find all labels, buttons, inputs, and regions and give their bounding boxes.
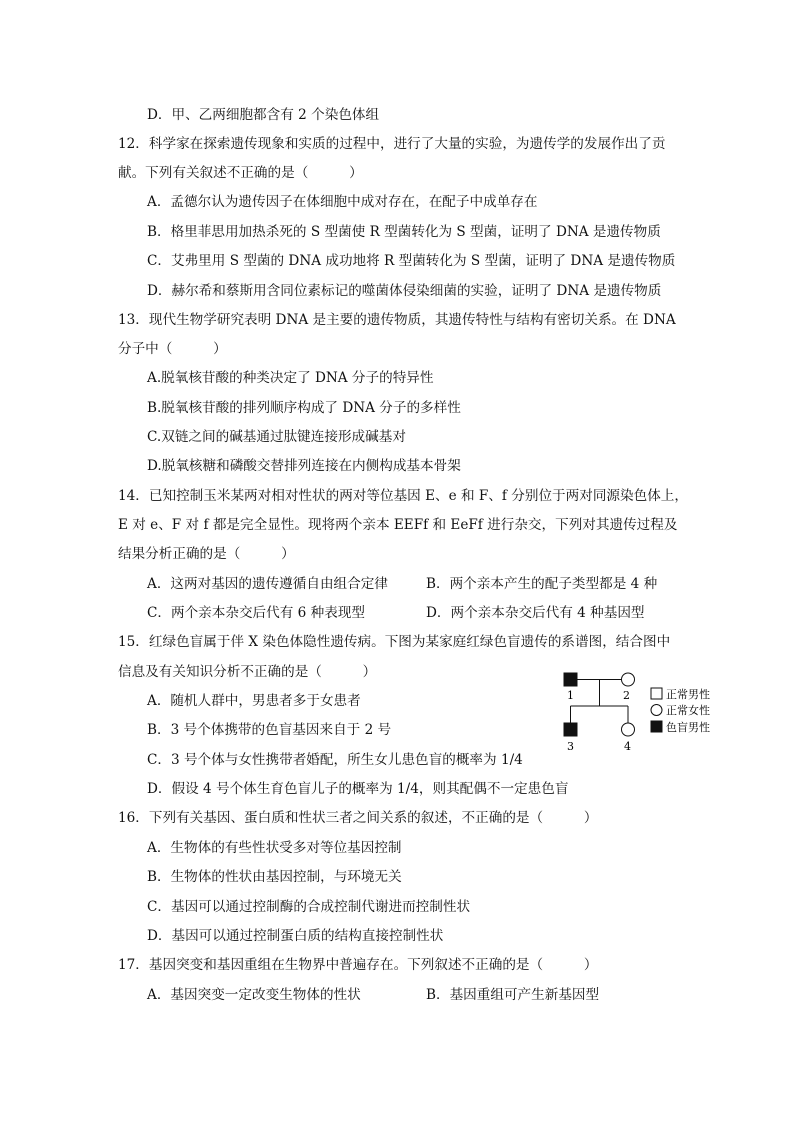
q16-option-a: A．生物体的有些性状受多对等位基因控制 bbox=[147, 840, 402, 856]
q17-stem: 17．基因突变和基因重组在生物界中普遍存在。下列叙述不正确的是（ ） bbox=[118, 957, 598, 973]
pedigree-individual-2 bbox=[622, 673, 635, 686]
q15-option-a: A．随机人群中，男患者多于女患者 bbox=[147, 693, 361, 709]
pedigree-label-4: 4 bbox=[624, 740, 631, 753]
q14-stem-line2: E 对 e、F 对 f 都是完全显性。现将两个亲本 EEFf 和 EeFf 进行杂交，下列对其遗传过程及 bbox=[118, 517, 678, 533]
q13-option-b: B.脱氧核苷酸的排列顺序构成了 DNA 分子的多样性 bbox=[147, 400, 461, 416]
legend-normal-female-label: 正常女性 bbox=[666, 704, 710, 717]
q13-option-a: A.脱氧核苷酸的种类决定了 DNA 分子的特异性 bbox=[147, 370, 434, 386]
pedigree-individual-4 bbox=[622, 723, 635, 736]
q12-stem-line2: 献。下列有关叙述不正确的是（ ） bbox=[118, 165, 363, 181]
q12-option-a: A．孟德尔认为遗传因子在体细胞中成对存在，在配子中成单存在 bbox=[147, 194, 538, 210]
q12-stem-line1: 12．科学家在探索遗传现象和实质的过程中，进行了大量的实验，为遗传学的发展作出了贡 bbox=[118, 136, 666, 152]
q14-stem-line1: 14．已知控制玉米某两对相对性状的两对等位基因 E、e 和 F、f 分别位于两对同源染色体上， bbox=[118, 488, 688, 504]
q16-stem: 16．下列有关基因、蛋白质和性状三者之间关系的叙述，不正确的是（ ） bbox=[118, 810, 598, 826]
q17-option-b: B．基因重组可产生新基因型 bbox=[426, 987, 600, 1003]
q14-option-a: A．这两对基因的遗传遵循自由组合定律 bbox=[147, 576, 388, 592]
pedigree-individual-3 bbox=[564, 723, 577, 736]
legend-normal-female-icon bbox=[651, 705, 662, 716]
q13-option-d: D.脱氧核糖和磷酸交替排列连接在内侧构成基本骨架 bbox=[147, 458, 461, 474]
q16-option-c: C．基因可以通过控制酶的合成控制代谢进而控制性状 bbox=[147, 899, 471, 915]
pedigree-label-2: 2 bbox=[623, 689, 630, 702]
q15-option-b: B．3 号个体携带的色盲基因来自于 2 号 bbox=[147, 722, 392, 738]
q16-option-d: D．基因可以通过控制蛋白质的结构直接控制性状 bbox=[147, 928, 444, 944]
q14-stem-line3: 结果分析正确的是（ ） bbox=[118, 546, 295, 562]
q14-option-b: B．两个亲本产生的配子类型都是 4 种 bbox=[426, 576, 658, 592]
q15-stem-line2: 信息及有关知识分析不正确的是（ ） bbox=[118, 664, 377, 680]
q11-option-d: D．甲、乙两细胞都含有 2 个染色体组 bbox=[147, 107, 380, 123]
legend-colorblind-male-label: 色盲男性 bbox=[666, 721, 710, 734]
q13-stem-line2: 分子中（ ） bbox=[118, 341, 227, 357]
legend-normal-male-label: 正常男性 bbox=[666, 688, 710, 701]
q15-option-c: C．3 号个体与女性携带者婚配，所生女儿患色盲的概率为 1/4 bbox=[147, 752, 523, 768]
q14-option-d: D．两个亲本杂交后代有 4 种基因型 bbox=[426, 605, 645, 621]
pedigree-diagram bbox=[560, 668, 750, 758]
q13-option-c: C.双链之间的碱基通过肽键连接形成碱基对 bbox=[147, 429, 406, 445]
q14-option-c: C．两个亲本杂交后代有 6 种表现型 bbox=[147, 605, 366, 621]
q12-option-c: C．艾弗里用 S 型菌的 DNA 成功地将 R 型菌转化为 S 型菌，证明了 DNA 是遗传物质 bbox=[147, 253, 676, 269]
pedigree-individual-1 bbox=[564, 673, 577, 686]
pedigree-label-3: 3 bbox=[567, 740, 574, 753]
pedigree-label-1: 1 bbox=[567, 689, 574, 702]
legend-colorblind-male-icon bbox=[651, 721, 662, 732]
q12-option-b: B．格里菲思用加热杀死的 S 型菌使 R 型菌转化为 S 型菌，证明了 DNA 是遗传物质 bbox=[147, 224, 661, 240]
q15-option-d: D．假设 4 号个体生育色盲儿子的概率为 1/4，则其配偶不一定患色盲 bbox=[147, 781, 569, 797]
q13-stem-line1: 13．现代生物学研究表明 DNA 是主要的遗传物质，其遗传特性与结构有密切关系。在 DNA bbox=[118, 312, 676, 328]
q12-option-d: D．赫尔希和蔡斯用含同位素标记的噬菌体侵染细菌的实验，证明了 DNA 是遗传物质 bbox=[147, 283, 662, 299]
q15-stem-line1: 15．红绿色盲属于伴 X 染色体隐性遗传病。下图为某家庭红绿色盲遗传的系谱图，结合图中 bbox=[118, 634, 671, 650]
q16-option-b: B．生物体的性状由基因控制，与环境无关 bbox=[147, 869, 402, 885]
q17-option-a: A．基因突变一定改变生物体的性状 bbox=[147, 987, 361, 1003]
legend-normal-male-icon bbox=[651, 688, 662, 699]
